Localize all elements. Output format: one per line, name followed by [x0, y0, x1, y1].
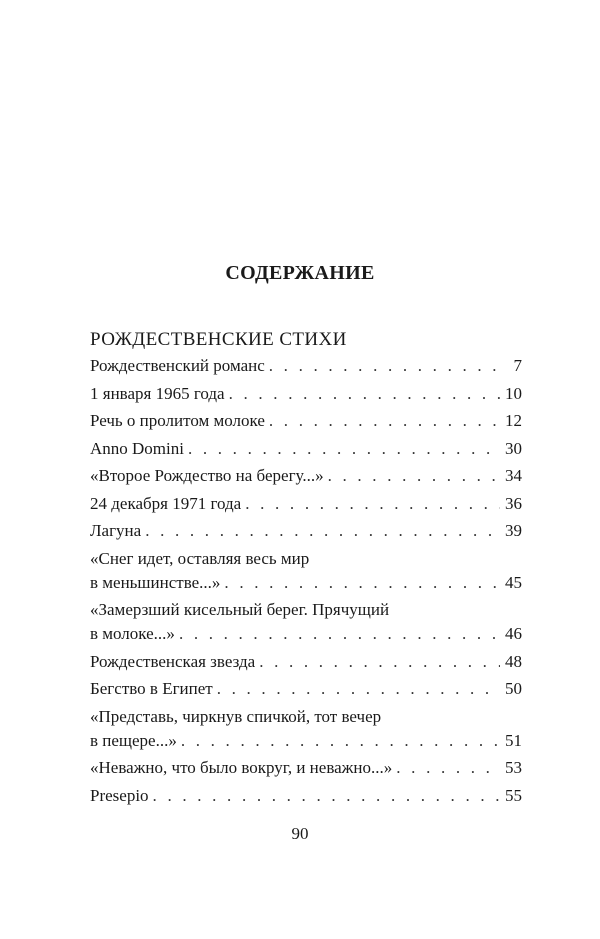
dot-leader	[145, 519, 500, 543]
entry-title: «Неважно, что было вокруг, и неважно...»	[90, 758, 393, 777]
entry-title-line1: «Представь, чиркнув спичкой, тот вечер	[90, 706, 382, 726]
dot-leader	[396, 756, 500, 780]
toc-entry	[90, 519, 522, 543]
entry-page-number: 30	[505, 438, 522, 458]
dot-leader	[153, 784, 500, 808]
table-of-contents	[90, 326, 522, 811]
toc-entry	[90, 677, 522, 701]
entry-page-number: 36	[505, 493, 522, 513]
toc-entry	[90, 598, 522, 646]
entry-page-number: 46	[505, 624, 522, 643]
entry-page-number: 34	[505, 466, 522, 485]
entry-page-number: 55	[505, 785, 522, 805]
entry-page-number: 50	[505, 679, 522, 698]
section-title: РОЖДЕСТВЕНСКИЕ СТИХИ	[90, 329, 347, 350]
entry-title: 24 декабря 1971 года	[90, 493, 242, 513]
toc-entry	[90, 382, 522, 406]
dot-leader	[181, 729, 500, 753]
toc-entry	[90, 784, 522, 808]
entry-title: Presepio	[90, 785, 149, 805]
entry-title: Рождественский романс	[90, 356, 265, 375]
entry-title-line1: «Снег идет, оставляя весь мир	[90, 548, 310, 568]
entry-title: в молоке...»	[90, 624, 175, 643]
entry-page-number: 7	[513, 356, 522, 375]
entry-title: 1 января 1965 года	[90, 383, 225, 403]
contents-heading: СОДЕРЖАНИЕ	[225, 262, 375, 284]
entry-title: Лагуна	[90, 521, 142, 540]
toc-entry	[90, 650, 522, 674]
entry-title: Бегство в Египет	[90, 679, 213, 698]
entry-title: «Второе Рождество на берегу...»	[90, 466, 324, 485]
entry-page-number: 39	[505, 521, 522, 540]
dot-leader	[224, 571, 500, 595]
dot-leader	[188, 437, 500, 461]
entry-page-number: 12	[505, 411, 522, 430]
entry-title-line1: «Замерзший кисельный берег. Прячущий	[90, 600, 390, 619]
toc-entry	[90, 409, 522, 433]
toc-entry	[90, 756, 522, 780]
entry-title: в меньшинстве...»	[90, 572, 221, 592]
toc-entry	[90, 492, 522, 516]
page-number: 90	[291, 824, 309, 843]
dot-leader	[259, 650, 500, 674]
dot-leader	[179, 622, 500, 646]
entry-title: Речь о пролитом молоке	[90, 411, 265, 430]
toc-entry	[90, 547, 522, 595]
entry-title: в пещере...»	[90, 730, 177, 750]
dot-leader	[269, 354, 500, 378]
toc-entry	[90, 354, 522, 378]
entry-page-number: 45	[505, 572, 522, 592]
dot-leader	[328, 464, 500, 488]
dot-leader	[229, 382, 500, 406]
entry-title: Рождественская звезда	[90, 651, 256, 671]
toc-entry	[90, 437, 522, 461]
toc-entry	[90, 464, 522, 488]
entry-page-number: 48	[505, 651, 522, 671]
entry-title: Anno Domini	[90, 438, 184, 458]
entry-page-number: 53	[505, 758, 522, 777]
dot-leader	[269, 409, 500, 433]
dot-leader	[217, 677, 500, 701]
entry-page-number: 51	[505, 730, 522, 750]
toc-entry	[90, 705, 522, 753]
entry-page-number: 10	[505, 383, 522, 403]
dot-leader	[245, 492, 500, 516]
